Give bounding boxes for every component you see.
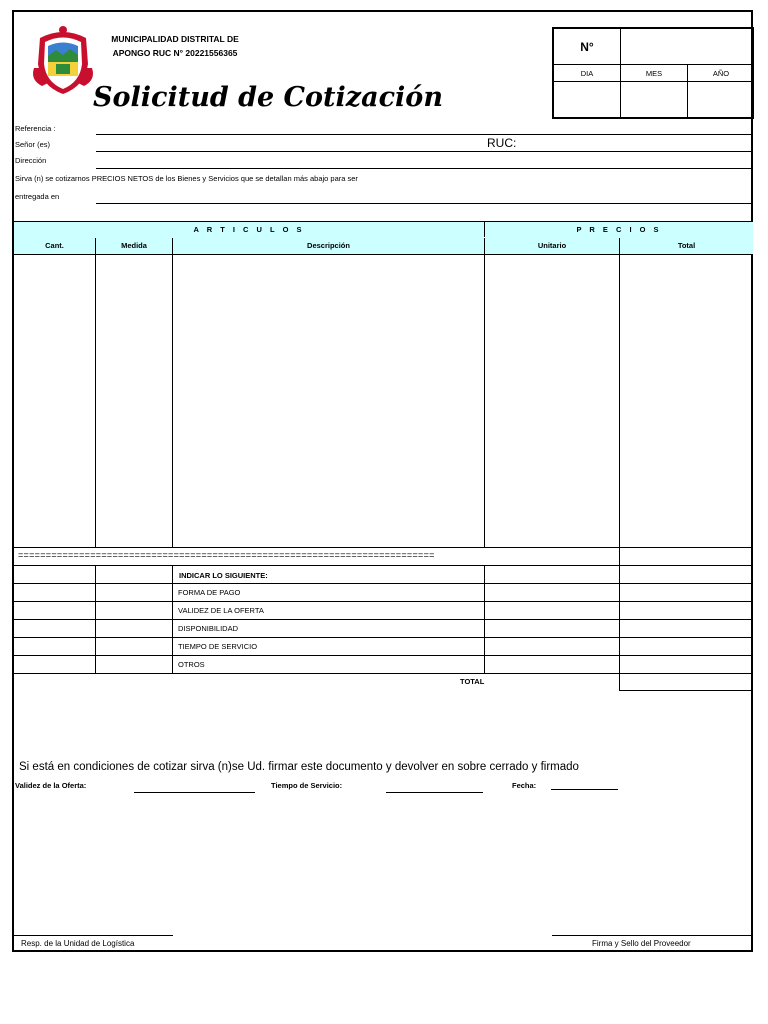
municipal-crest-logo bbox=[30, 24, 96, 96]
grid-line bbox=[14, 637, 753, 638]
referencia-label: Referencia : bbox=[15, 124, 56, 133]
grid-line bbox=[14, 583, 753, 584]
footer-note: Si está en condiciones de cotizar sirva (n)se Ud. firmar este documento y devolver en sobre cerrado y firmado bbox=[19, 761, 579, 773]
ruc-label: RUC: bbox=[487, 136, 517, 150]
total-field[interactable] bbox=[620, 674, 753, 690]
col-unitario: Unitario bbox=[485, 238, 619, 254]
col-cant: Cant. bbox=[14, 238, 95, 254]
col-total: Total bbox=[620, 238, 753, 254]
indicar-label: INDICAR LO SIGUIENTE: bbox=[179, 571, 268, 580]
separator-line: =========================================================================== bbox=[18, 550, 435, 560]
articulos-header: A R T I C U L O S bbox=[14, 221, 484, 239]
firma-signature-line[interactable] bbox=[552, 935, 753, 936]
entregada-line[interactable] bbox=[96, 203, 753, 204]
document-title: Solicitud de Cotización bbox=[93, 82, 443, 113]
day-field[interactable] bbox=[554, 82, 621, 117]
forma-pago-label: FORMA DE PAGO bbox=[178, 588, 241, 597]
day-label: DIA bbox=[554, 65, 621, 82]
year-label: AÑO bbox=[688, 65, 754, 82]
otros-label: OTROS bbox=[178, 660, 205, 669]
direccion-label: Dirección bbox=[15, 156, 47, 165]
resp-label: Resp. de la Unidad de Logística bbox=[21, 939, 135, 948]
referencia-line[interactable] bbox=[96, 134, 753, 135]
number-label: N° bbox=[554, 29, 621, 65]
items-body[interactable] bbox=[14, 255, 753, 547]
grid-line bbox=[619, 548, 620, 566]
fecha-field[interactable] bbox=[551, 789, 618, 790]
col-medida: Medida bbox=[96, 238, 172, 254]
year-field[interactable] bbox=[688, 82, 754, 117]
grid-line bbox=[14, 619, 753, 620]
grid-line bbox=[619, 690, 753, 691]
disponibilidad-label: DISPONIBILIDAD bbox=[178, 624, 239, 633]
municipality-name: MUNICIPALIDAD DISTRITAL DE APONGO RUC N° 20221556365 bbox=[111, 34, 239, 58]
grid-line bbox=[14, 655, 753, 656]
grid-line bbox=[14, 565, 753, 566]
senor-line[interactable] bbox=[96, 151, 753, 152]
resp-signature-line[interactable] bbox=[14, 935, 173, 936]
direccion-line[interactable] bbox=[96, 168, 753, 169]
month-field[interactable] bbox=[621, 82, 688, 117]
validez-field[interactable] bbox=[134, 792, 255, 793]
fecha-label: Fecha: bbox=[512, 781, 537, 790]
tiempo-field[interactable] bbox=[386, 792, 483, 793]
month-label: MES bbox=[621, 65, 688, 82]
tiempo-label: Tiempo de Servicio: bbox=[271, 781, 343, 790]
number-date-box bbox=[552, 27, 754, 119]
tiempo-servicio-label: TIEMPO DE SERVICIO bbox=[178, 642, 258, 651]
grid-line bbox=[14, 601, 753, 602]
total-label: TOTAL bbox=[460, 677, 485, 686]
col-descripcion: Descripción bbox=[173, 238, 484, 254]
validez-label: Validez de la Oferta: bbox=[15, 781, 87, 790]
number-field[interactable] bbox=[621, 29, 754, 65]
entregada-label: entregada en bbox=[15, 192, 60, 201]
sirva-text: Sirva (n) se cotizarnos PRECIOS NETOS de los Bienes y Servicios que se detallan más abajo para ser bbox=[15, 174, 358, 183]
validez-oferta-label: VALIDEZ DE LA OFERTA bbox=[178, 606, 264, 615]
firma-label: Firma y Sello del Proveedor bbox=[592, 939, 691, 948]
precios-header: P R E C I O S bbox=[485, 221, 753, 239]
senor-label: Señor (es) bbox=[15, 140, 51, 149]
header-divider bbox=[484, 221, 485, 237]
grid-line bbox=[14, 547, 753, 548]
